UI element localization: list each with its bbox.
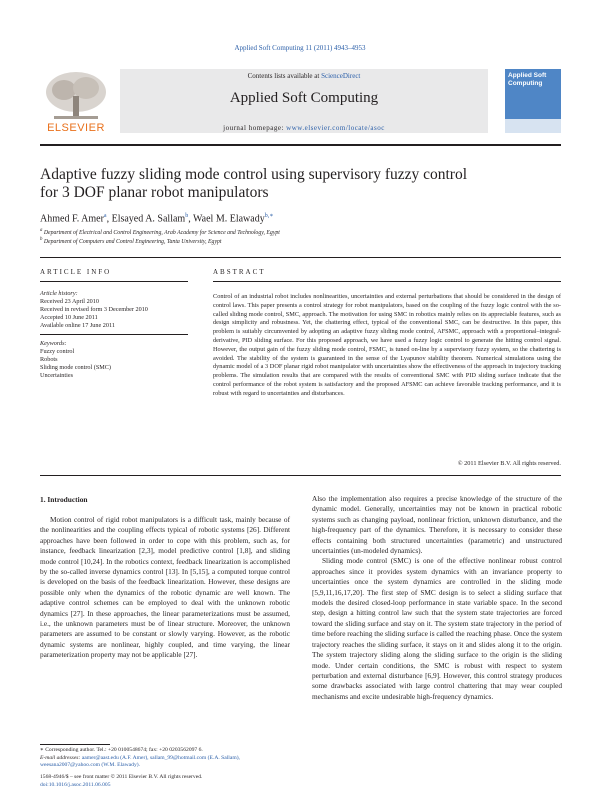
keywords-label: Keywords:: [40, 340, 67, 347]
abstract-copyright: © 2011 Elsevier B.V. All rights reserved.: [457, 460, 561, 467]
author-affil-mark[interactable]: b,∗: [264, 213, 274, 219]
contents-line: [120, 72, 488, 80]
affiliation: [40, 228, 280, 236]
author-name: Wael M. Elawady: [193, 213, 265, 225]
title-line-1: Adaptive fuzzy sliding mode control using supervisory fuzzy control: [40, 166, 468, 183]
abstract-divider: [213, 281, 561, 282]
homepage-prefix: journal homepage:: [223, 124, 287, 132]
history-item: Available online 17 June 2011: [40, 322, 115, 329]
footnote-rule: [40, 744, 110, 745]
keyword: Sliding mode control (SMC): [40, 364, 111, 371]
journal-citation[interactable]: Applied Soft Computing 11 (2011) 4943–4953: [234, 44, 366, 52]
doi-link[interactable]: doi:10.1016/j.asoc.2011.06.005: [40, 782, 111, 788]
email-addresses[interactable]: aamer@aast.edu (A.F. Amer), sallam_99@hotmail.com (E.A. Sallam), weesana2007@yahoo.com (W.M. Elawady).: [40, 755, 240, 768]
abstract-text: Control of an industrial robot includes nonlinearities, uncertainties and external perturbations that should be considered in the design of control laws. This paper presents a control strategy for robot manipulators, based on the coupling of the fuzzy logic control with the so-called sliding mode control, SMC, approach. The motivation for using SMC in robotics mainly relies on its appreciable features, such as design simplicity and robustness. Yet, the chattering effect, typical of the conventional SMC, can be destructive. In this paper, this problem is suitably circumvented by adopting an adaptive fuzzy sliding mode control, AFSMC, approach with a proportional–integral-derivative, PID sliding surface. For this proposed approach, we have used a fuzzy logic control to generate the hitting control signal. However, the output gain of the fuzzy sliding mode control, FSMC, is tuned on-line by a supervisory fuzzy system, so the chattering is avoided. The stability of the system is guaranteed in the sense of the Lyapunov stability theorem. Numerical simulations using the dynamic model of a 3 DOF planar rigid robot manipulator with uncertainties show the effectiveness of the approach in trajectory tracking problems. The simulation results that are compared with the results of conventional SMC with PID sliding surface indicate that the control performance of the robot system is satisfactory and the proposed AFSMC can achieve favorable tracking performance, and it is robust with regard to uncertainties and disturbances.: [213, 293, 561, 397]
email-addresses-note: [40, 755, 290, 769]
issn-line: 1568-4946/$ – see front matter © 2011 Elsevier B.V. All rights reserved.: [40, 774, 203, 780]
author-affil-mark[interactable]: a: [103, 213, 107, 219]
article-title: [40, 166, 561, 202]
affiliation-mark: a: [40, 228, 43, 233]
keyword: Robots: [40, 356, 58, 363]
body-column-left: [40, 515, 290, 661]
author-name: Ahmed F. Amer: [40, 213, 104, 225]
affiliation-text: Department of Computers and Control Engineering, Tanta University, Egypt: [43, 238, 222, 245]
article-info-heading: ARTICLE INFO: [40, 268, 112, 276]
body-column-right: [312, 494, 562, 702]
affiliation: [40, 237, 222, 245]
info-divider: [40, 281, 188, 282]
sciencedirect-link[interactable]: ScienceDirect: [321, 72, 361, 80]
history-divider: [40, 334, 188, 335]
keywords-block: [40, 340, 188, 380]
journal-homepage: [120, 124, 488, 132]
title-line-2: for 3 DOF planar robot manipulators: [40, 184, 269, 201]
cover-title: Applied Soft Computing: [508, 72, 547, 87]
publisher-wordmark: ELSEVIER: [47, 122, 105, 134]
history-label: Article history:: [40, 290, 78, 297]
author-list: Ahmed F. Amer$^a$, Elsayed A. Sallam$^b$, Wael M. Elawady$^{b,∗}$: [40, 213, 274, 225]
body-paragraph: Sliding mode control (SMC) is one of the effective nonlinear robust control approaches since it provides system dynamics with an invariance property to uncertainties once the system dynamics are controlled in the sliding mode [5,9,11,16,17,20]. The first step of SMC design is to select a sliding surface that models the desired closed-loop performance in state variable space. In the second step, design a hitting control law such that the system state trajectories are forced toward the sliding surface and stay on it. The system state trajectory in the period of time before reaching the sliding surface is called the reaching phase. Once the system trajectory reaches the sliding surface, it stays on it and slides along it to the origin. The system trajectory sliding along the sliding surface to the origin is the sliding mode. Under certain conditions, the SMC is robust with respect to system perturbation and external disturbance [6,9]. However, this control strategy produces some drawbacks associated with large control chattering that may wear coupled mechanisms and excite undesirable high-frequency dynamics.: [312, 556, 562, 701]
body-paragraph: Motion control of rigid robot manipulators is a difficult task, mainly because of the nonlinearities and the coupling effects typical of robotic systems [26]. Different approaches have been followed in order to cope with this problem, such as, for instance, feedback linearization [2,3], model predictive control [1,8], and sliding mode control [10,24]. In the robotics context, feedback linearization is accomplished by the so-called inverse dynamics control [13]. In [5,15], a computed torque control is developed on the basis of the feedback linearization. However, these designs are possible only when the dynamics of the robotic dynamic are well known. The adaptive control schemes can be employed to deal with the unknown robotic dynamics [27]. In these approaches, the linear parameterizations must be assumed, i.e., the unknown parameters must be of linear structure. Moreover, the unknown parameters are assumed to be constant or slowly varying. However, as the robotic dynamic systems are nonlinear, highly coupled, and time varying, the linear parameterization property may not be applicable [27].: [40, 515, 290, 660]
corresponding-author-note: ∗ Corresponding author. Tel.: +20 0100548674; fax: +20 0203562097 6.: [40, 747, 203, 753]
abstract-bottom-divider: [40, 475, 561, 476]
affiliation-text: Department of Electrical and Control Engineering, Arab Academy for Science and Technology, Egypt: [43, 229, 280, 236]
contents-prefix: Contents lists available at: [247, 72, 322, 80]
homepage-link[interactable]: www.elsevier.com/locate/asoc: [286, 124, 385, 132]
keyword: Uncertainties: [40, 372, 73, 379]
article-history: [40, 290, 188, 330]
header-divider: [40, 144, 561, 146]
title-divider: [40, 257, 561, 258]
cover-strip: [505, 119, 561, 133]
history-item: Received in revised form 3 December 2010: [40, 306, 148, 313]
keyword: Fuzzy control: [40, 348, 75, 355]
journal-name: Applied Soft Computing: [229, 90, 379, 106]
section-heading-introduction: 1. Introduction: [40, 495, 88, 504]
body-paragraph: Also the implementation also requires a precise knowledge of the structure of the dynamic model. Generally, uncertainties may not be known in practical robotic systems such as changing payload, nonlinear friction, unknown disturbance, and the high-frequency part of the dynamics. Therefore, it is necessary to consider these effects containing both structured uncertainties (parametric) and unstructured uncertainties (un-modeled dynamics).: [312, 494, 562, 556]
author-name: Elsayed A. Sallam: [111, 213, 186, 225]
author-affil-mark[interactable]: b: [185, 213, 189, 219]
affiliation-mark: b: [40, 237, 43, 242]
history-item: Accepted 10 June 2011: [40, 314, 98, 321]
history-item: Received 23 April 2010: [40, 298, 99, 305]
email-label: E-mail addresses:: [40, 755, 81, 761]
abstract-heading: ABSTRACT: [213, 268, 266, 276]
